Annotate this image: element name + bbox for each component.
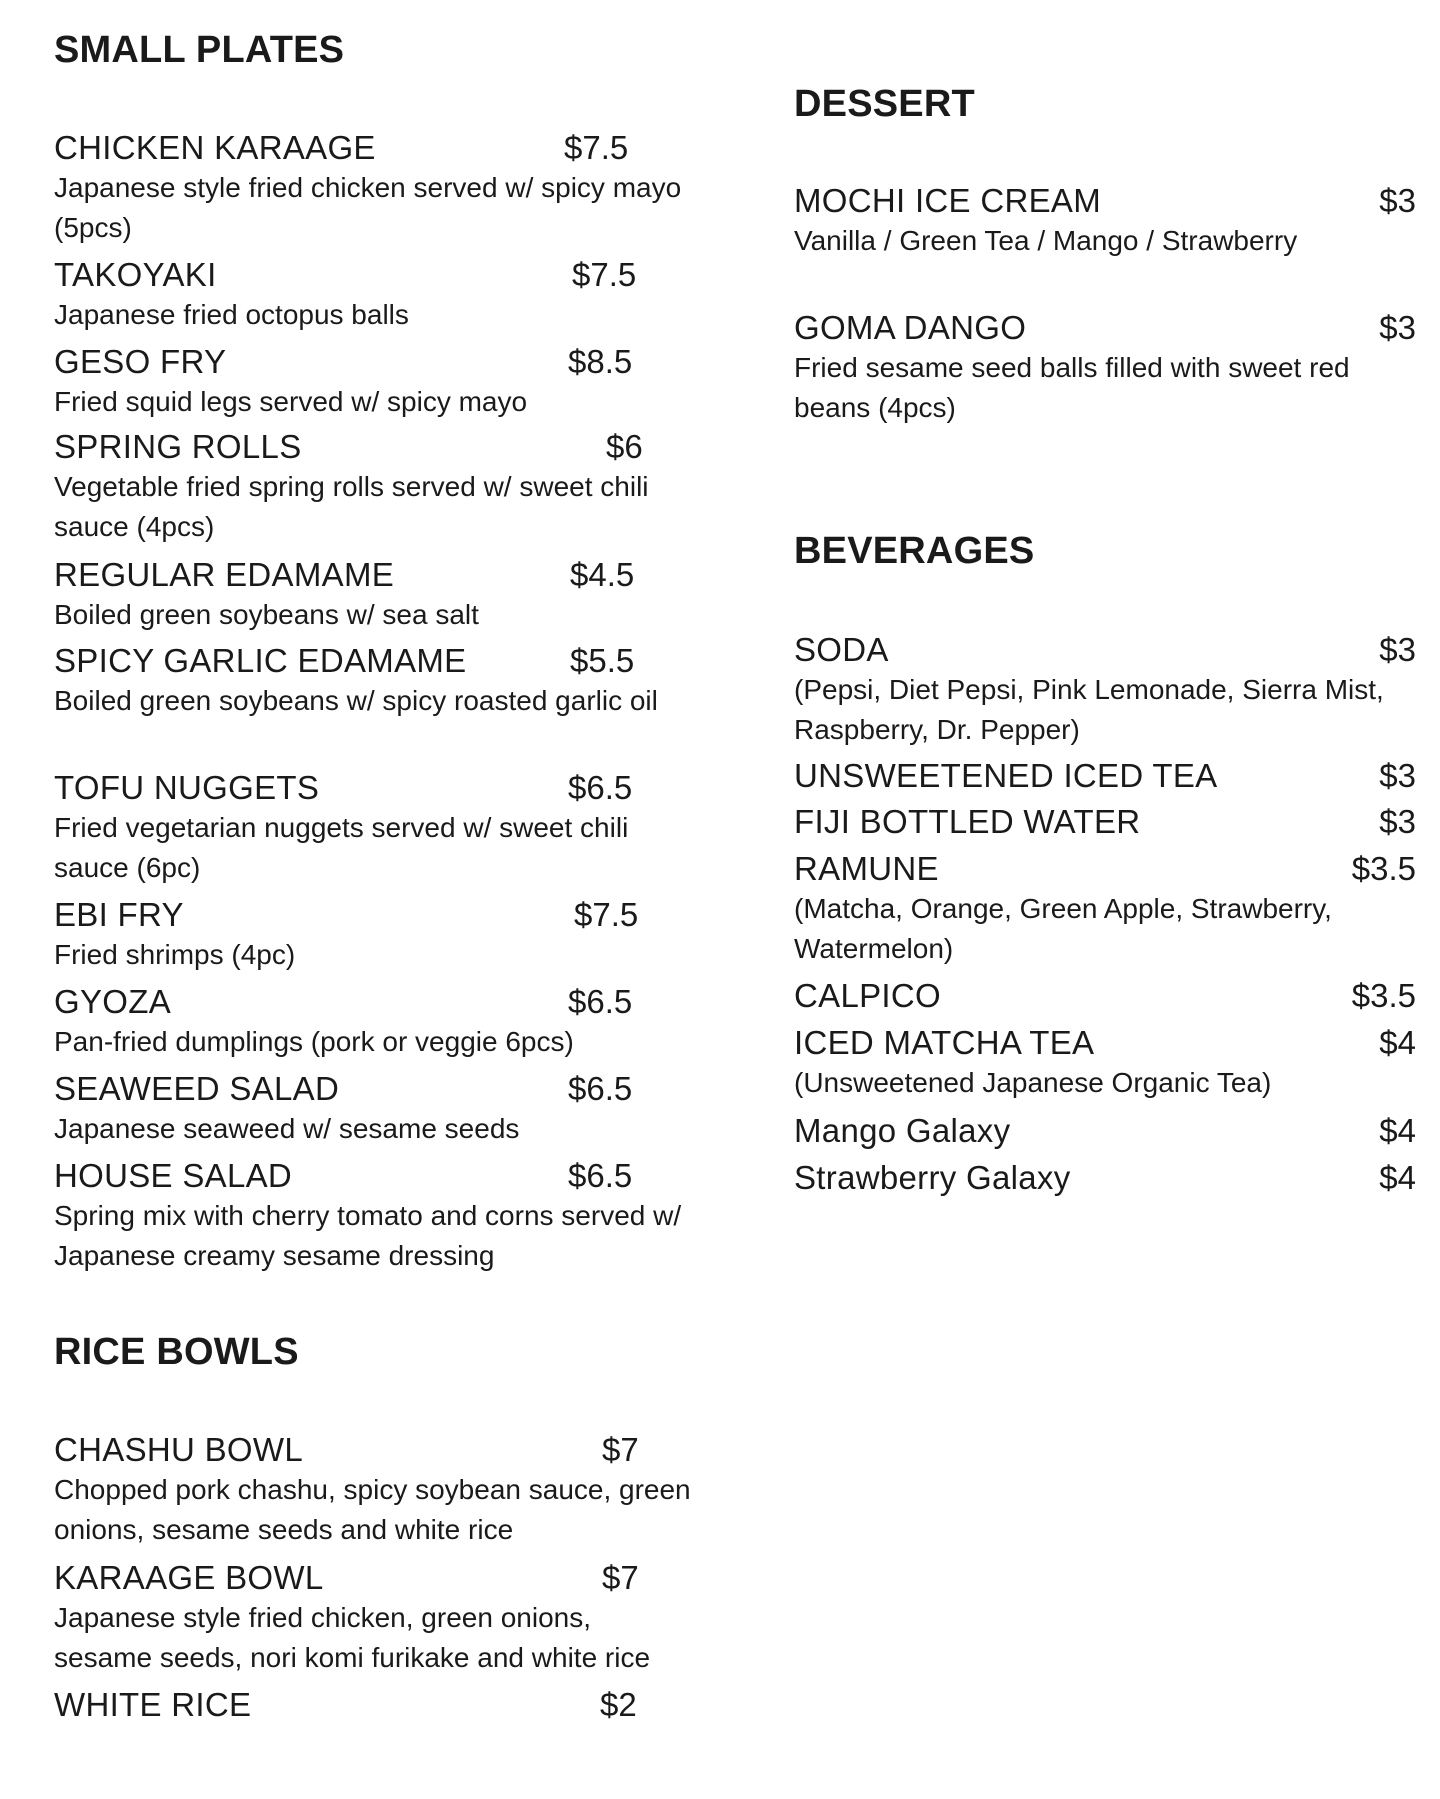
item-price: $3 [1379, 182, 1416, 219]
item-name: WHITE RICE [54, 1686, 252, 1723]
menu-item-unsweetened-iced-tea [794, 754, 1416, 798]
item-price: $3 [1379, 803, 1416, 840]
item-description: Chopped pork chashu, spicy soybean sauce, green onions, sesame seeds and white rice [54, 1474, 691, 1545]
item-description: Boiled green soybeans w/ spicy roasted garlic oil [54, 685, 658, 716]
item-name: GYOZA [54, 983, 172, 1020]
menu-item-soda [794, 628, 1416, 750]
item-description: Boiled green soybeans w/ sea salt [54, 599, 479, 630]
section-title-rice-bowls: RICE BOWLS [54, 1331, 299, 1373]
menu-item-regular-edamame [54, 553, 694, 635]
item-price: $6.5 [568, 1070, 633, 1107]
item-name: SEAWEED SALAD [54, 1070, 340, 1107]
menu-item-karaage-bowl [54, 1556, 694, 1678]
item-price: $3 [1379, 757, 1416, 794]
menu-item-chashu-bowl [54, 1428, 694, 1550]
menu-item-spicy-garlic-edamame [54, 639, 694, 721]
menu-item-mango-galaxy [794, 1109, 1416, 1153]
menu-item-tofu-nuggets [54, 766, 694, 888]
item-description: Vanilla / Green Tea / Mango / Strawberry [794, 225, 1298, 256]
item-description: (Matcha, Orange, Green Apple, Strawberry, Watermelon) [794, 893, 1332, 964]
menu-item-strawberry-galaxy [794, 1156, 1416, 1200]
item-name: EBI FRY [54, 896, 184, 933]
item-price: $7.5 [572, 256, 637, 293]
item-price: $2 [600, 1686, 637, 1723]
item-price: $8.5 [568, 343, 633, 380]
item-name: CALPICO [794, 977, 941, 1014]
item-price: $3.5 [1351, 850, 1416, 887]
menu-item-takoyaki [54, 253, 694, 335]
item-name: Mango Galaxy [794, 1112, 1011, 1149]
menu-item-mochi-ice-cream [794, 179, 1416, 261]
item-name: CHASHU BOWL [54, 1431, 303, 1468]
item-price: $4 [1379, 1024, 1416, 1061]
item-price: $7 [602, 1431, 639, 1468]
item-price: $4.5 [570, 556, 635, 593]
item-name: SPRING ROLLS [54, 428, 302, 465]
item-name: SPICY GARLIC EDAMAME [54, 642, 467, 679]
item-description: Spring mix with cherry tomato and corns served w/ Japanese creamy sesame dressing [54, 1200, 682, 1271]
item-price: $4 [1379, 1112, 1416, 1149]
item-name: FIJI BOTTLED WATER [794, 803, 1141, 840]
item-price: $6.5 [568, 983, 633, 1020]
item-price: $6 [606, 428, 643, 465]
item-price: $7.5 [564, 129, 629, 166]
item-price: $6.5 [568, 1157, 633, 1194]
item-description: Fried squid legs served w/ spicy mayo [54, 386, 528, 417]
menu-item-goma-dango [794, 306, 1416, 428]
menu-item-iced-matcha-tea [794, 1021, 1416, 1103]
item-description: Japanese style fried chicken served w/ spicy mayo (5pcs) [54, 172, 682, 243]
section-title-dessert: DESSERT [794, 83, 975, 125]
item-name: ICED MATCHA TEA [794, 1024, 1095, 1061]
menu-item-gyoza [54, 980, 694, 1062]
item-name: SODA [794, 631, 889, 668]
menu-item-fiji-bottled-water [794, 800, 1416, 844]
item-price: $6.5 [568, 769, 633, 806]
item-description: Japanese style fried chicken, green onions, sesame seeds, nori komi furikake and white rice [54, 1602, 651, 1673]
item-price: $7 [602, 1559, 639, 1596]
menu-item-seaweed-salad [54, 1067, 694, 1149]
item-name: TAKOYAKI [54, 256, 217, 293]
menu-item-ramune [794, 847, 1416, 969]
item-description: Fried vegetarian nuggets served w/ sweet chili sauce (6pc) [54, 812, 629, 883]
item-description: Fried sesame seed balls filled with sweet red beans (4pcs) [794, 352, 1350, 423]
item-name: HOUSE SALAD [54, 1157, 293, 1194]
item-name: UNSWEETENED ICED TEA [794, 757, 1218, 794]
item-description: Japanese fried octopus balls [54, 299, 409, 330]
item-price: $3.5 [1351, 977, 1416, 1014]
menu-item-calpico [794, 974, 1416, 1018]
item-description: (Unsweetened Japanese Organic Tea) [794, 1067, 1272, 1098]
item-description: Japanese seaweed w/ sesame seeds [54, 1113, 520, 1144]
item-description: Fried shrimps (4pc) [54, 939, 296, 970]
item-description: Vegetable fried spring rolls served w/ sweet chili sauce (4pcs) [54, 471, 649, 542]
item-name: GOMA DANGO [794, 309, 1027, 346]
item-price: $3 [1379, 309, 1416, 346]
menu-item-house-salad [54, 1154, 694, 1276]
item-name: KARAAGE BOWL [54, 1559, 324, 1596]
item-name: CHICKEN KARAAGE [54, 129, 376, 166]
menu-item-white-rice [54, 1683, 694, 1727]
item-price: $5.5 [570, 642, 635, 679]
item-description: (Pepsi, Diet Pepsi, Pink Lemonade, Sierra Mist, Raspberry, Dr. Pepper) [794, 674, 1384, 745]
item-name: GESO FRY [54, 343, 227, 380]
item-name: RAMUNE [794, 850, 939, 887]
item-name: TOFU NUGGETS [54, 769, 320, 806]
menu-item-spring-rolls [54, 425, 694, 547]
item-name: MOCHI ICE CREAM [794, 182, 1102, 219]
section-title-beverages: BEVERAGES [794, 530, 1035, 572]
item-price: $3 [1379, 631, 1416, 668]
item-name: Strawberry Galaxy [794, 1159, 1071, 1196]
menu-item-geso-fry [54, 340, 694, 422]
item-name: REGULAR EDAMAME [54, 556, 395, 593]
menu-item-chicken-karaage [54, 126, 694, 248]
item-price: $4 [1379, 1159, 1416, 1196]
menu-item-ebi-fry [54, 893, 694, 975]
section-title-small-plates: SMALL PLATES [54, 29, 345, 71]
item-price: $7.5 [574, 896, 639, 933]
item-description: Pan-fried dumplings (pork or veggie 6pcs) [54, 1026, 574, 1057]
